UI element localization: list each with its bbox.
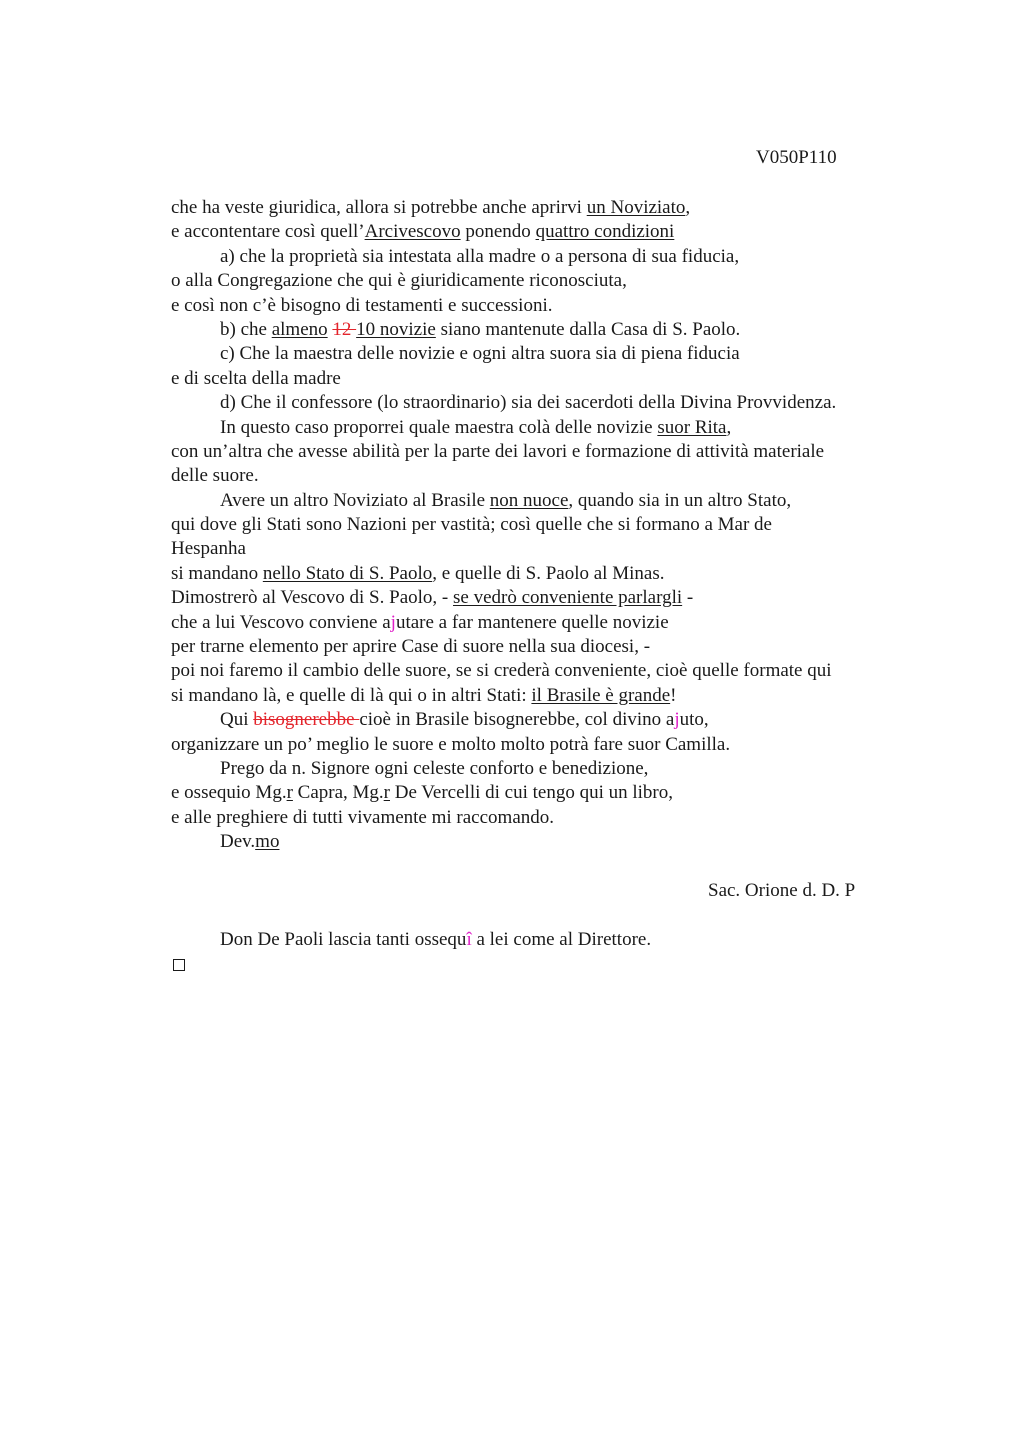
text-span: a lei come al Direttore. — [471, 928, 652, 950]
text-line — [171, 611, 911, 635]
text-line — [171, 196, 911, 220]
closing — [171, 830, 911, 854]
text-span: Dimostrerò al Vescovo di S. Paolo, - — [171, 587, 453, 609]
text-span: ponendo — [460, 221, 536, 243]
text-span: che a lui Vescovo conviene a — [171, 611, 391, 633]
text-span: utare a far mantenere quelle novizie — [395, 611, 669, 633]
underlined-text: un Noviziato — [586, 197, 686, 218]
text-span: ! — [670, 684, 677, 706]
text-line — [171, 416, 911, 440]
spacer — [171, 903, 911, 927]
struck-text: bisognerebbe — [253, 709, 360, 731]
text-span: , e quelle di S. Paolo al Minas. — [432, 562, 665, 584]
end-marker — [171, 952, 911, 976]
condition-b — [171, 318, 911, 342]
text-span: , quando sia in un altro Stato, — [568, 489, 792, 511]
text-line — [171, 562, 911, 586]
underlined-text: quattro condizioni — [535, 221, 675, 243]
struck-text: 12 — [332, 318, 357, 340]
letter-body — [171, 196, 911, 977]
highlighted-letter: j — [674, 709, 680, 731]
text-line: e di scelta della madre — [171, 367, 341, 389]
underlined-text: se vedrò conveniente parlargli — [453, 587, 683, 609]
highlighted-letter: j — [390, 611, 396, 633]
text-line: o alla Congregazione che qui è giuridicamente riconosciuta, — [171, 270, 627, 292]
text-line: Hespanha — [171, 538, 246, 560]
underlined-text: il Brasile è grande — [531, 684, 671, 706]
text-line: delle suore. — [171, 465, 259, 487]
text-span: si mandano — [171, 562, 263, 584]
text-line — [171, 220, 911, 244]
text-line: e così non c’è bisogno di testamenti e successioni. — [171, 294, 553, 316]
text-line: qui dove gli Stati sono Nazioni per vastità; così quelle che si formano a Mar de — [171, 514, 772, 536]
text-span: e ossequio Mg. — [171, 782, 287, 804]
text-span: In questo caso proporrei quale maestra colà delle novizie — [220, 416, 658, 438]
underlined-text: r — [286, 782, 293, 804]
square-icon — [173, 959, 185, 971]
text-span: uto, — [679, 709, 709, 731]
text-line — [171, 489, 911, 513]
signature: Sac. Orione d. D. P — [708, 879, 856, 901]
text-span: che ha veste giuridica, allora si potrebbe anche aprirvi — [171, 197, 587, 218]
page-id: V050P110 — [756, 147, 837, 168]
condition-d: d) Che il confessore (lo straordinario) sia dei sacerdoti della Divina Provvidenza. — [220, 392, 837, 414]
text-span: Capra, Mg. — [292, 782, 384, 804]
underlined-text: r — [383, 782, 390, 804]
underlined-text: 10 novizie — [356, 318, 436, 340]
condition-c: c) Che la maestra delle novizie e ogni altra suora sia di piena fiducia — [220, 343, 740, 365]
text-span: , — [726, 416, 732, 438]
text-span: Dev. — [220, 831, 256, 853]
text-span: Don De Paoli lascia tanti ossequ — [220, 928, 467, 950]
text-line: e alle preghiere di tutti vivamente mi raccomando. — [171, 806, 555, 828]
text-span: De Vercelli di cui tengo qui un libro, — [390, 782, 674, 804]
postscript — [171, 928, 911, 952]
underlined-text: mo — [255, 831, 280, 853]
text-span: Avere un altro Noviziato al Brasile — [220, 489, 490, 511]
text-span: - — [682, 587, 694, 609]
text-span: e accontentare così quell’ — [171, 221, 365, 243]
spacer — [171, 855, 911, 879]
text-span: b) che — [220, 318, 272, 340]
text-span: cioè in Brasile bisognerebbe, col divino a — [359, 709, 675, 731]
text-span: Qui — [220, 709, 254, 731]
text-line: Prego da n. Signore ogni celeste conforto e benedizione, — [220, 757, 649, 779]
highlighted-letter: î — [466, 928, 472, 950]
underlined-text: suor Rita — [657, 416, 727, 438]
text-span: si mandano là, e quelle di là qui o in altri Stati: — [171, 684, 532, 706]
text-line — [171, 586, 911, 610]
text-line: con un’altra che avesse abilità per la parte dei lavori e formazione di attività materiale — [171, 440, 825, 462]
text-line: organizzare un po’ meglio le suore e molto molto potrà fare suor Camilla. — [171, 733, 731, 755]
text-line — [171, 708, 911, 732]
text-line — [171, 781, 911, 805]
text-span: , — [685, 197, 691, 218]
text-line: per trarne elemento per aprire Case di suore nella sua diocesi, - — [171, 636, 651, 658]
underlined-text: nello Stato di S. Paolo — [262, 562, 433, 584]
text-line — [171, 684, 911, 708]
underlined-text: non nuoce — [489, 489, 569, 511]
underlined-text: Arcivescovo — [364, 221, 461, 243]
text-line: poi noi faremo il cambio delle suore, se si crederà conveniente, cioè quelle formate qui — [171, 660, 832, 682]
condition-a: a) che la proprietà sia intestata alla madre o a persona di sua fiducia, — [220, 245, 740, 267]
underlined-text: almeno — [271, 318, 328, 340]
text-span: siano mantenute dalla Casa di S. Paolo. — [435, 318, 741, 340]
